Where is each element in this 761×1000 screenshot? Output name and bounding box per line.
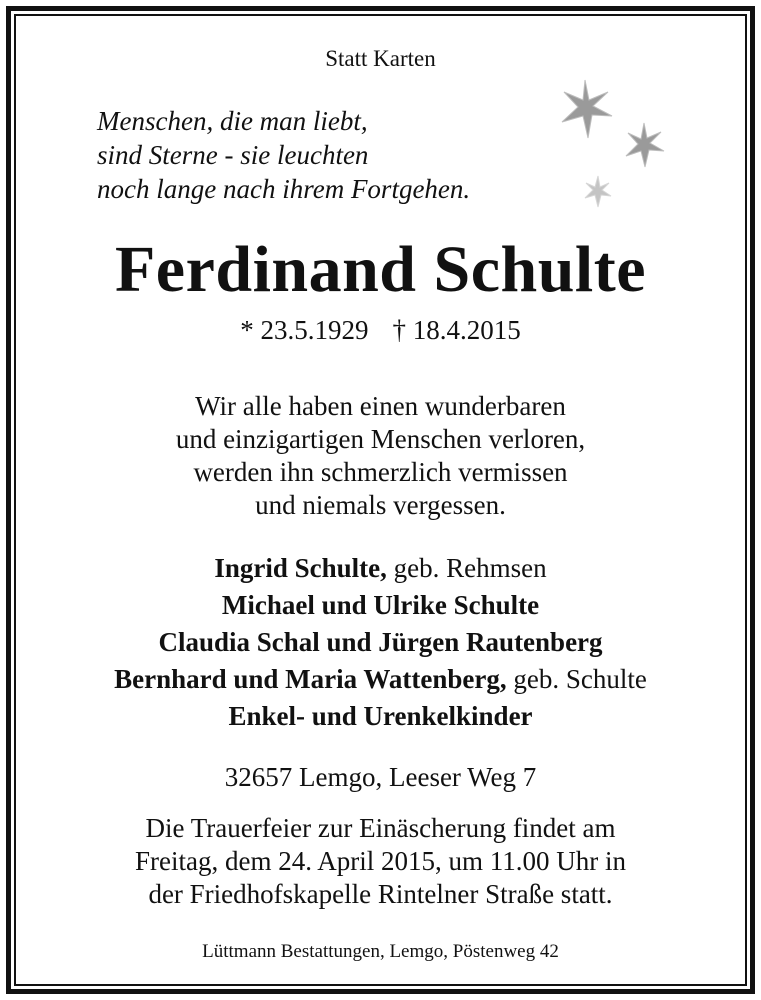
service-line: Freitag, dem 24. April 2015, um 11.00 Uhr in	[135, 846, 626, 876]
mourner-name: Michael und Ulrike Schulte	[221, 590, 540, 620]
quote-line: noch lange nach ihrem Fortgehen.	[97, 174, 471, 204]
mourners-list	[0, 550, 761, 735]
funeral-home-footer: Lüttmann Bestattungen, Lemgo, Pöstenweg 42	[202, 941, 559, 962]
farewell-message	[0, 390, 761, 522]
service-line: Die Trauerfeier zur Einäscherung findet am	[145, 813, 616, 843]
mourner-line	[0, 587, 761, 624]
stars-decoration	[540, 70, 680, 220]
mourner-line	[0, 698, 761, 735]
family-address: 32657 Lemgo, Leeser Weg 7	[224, 762, 537, 792]
message-line: und niemals vergessen.	[255, 490, 506, 520]
message-line: werden ihn schmerzlich vermissen	[193, 457, 568, 487]
message-line: Wir alle haben einen wunderbaren	[195, 391, 566, 421]
mourner-line	[0, 661, 761, 698]
star-icon	[626, 123, 664, 167]
deceased-name: Ferdinand Schulte	[114, 233, 647, 306]
service-line: der Friedhofskapelle Rintelner Straße statt.	[148, 879, 613, 909]
birth-date: * 23.5.1929	[240, 315, 369, 345]
funeral-service-info	[0, 812, 761, 911]
mourner-line	[0, 550, 761, 587]
star-icon	[562, 80, 612, 138]
mourner-name: Enkel- und Urenkelkinder	[228, 701, 533, 731]
mourner-name: Bernhard und Maria Wattenberg,	[114, 664, 507, 694]
death-date: † 18.4.2015	[392, 315, 521, 345]
life-dates	[0, 315, 761, 346]
quote-line: sind Sterne - sie leuchten	[97, 140, 369, 170]
mourner-line	[0, 624, 761, 661]
mourner-name: Claudia Schal und Jürgen Rautenberg	[158, 627, 603, 657]
quote-line: Menschen, die man liebt,	[97, 106, 368, 136]
header-statt-karten: Statt Karten	[325, 46, 436, 71]
mourner-name: Ingrid Schulte,	[214, 553, 387, 583]
mourner-note: geb. Schulte	[506, 664, 647, 694]
star-icon	[585, 176, 611, 207]
memorial-quote	[97, 104, 470, 206]
mourner-note: geb. Rehmsen	[386, 553, 547, 583]
message-line: und einzigartigen Menschen verloren,	[175, 424, 586, 454]
